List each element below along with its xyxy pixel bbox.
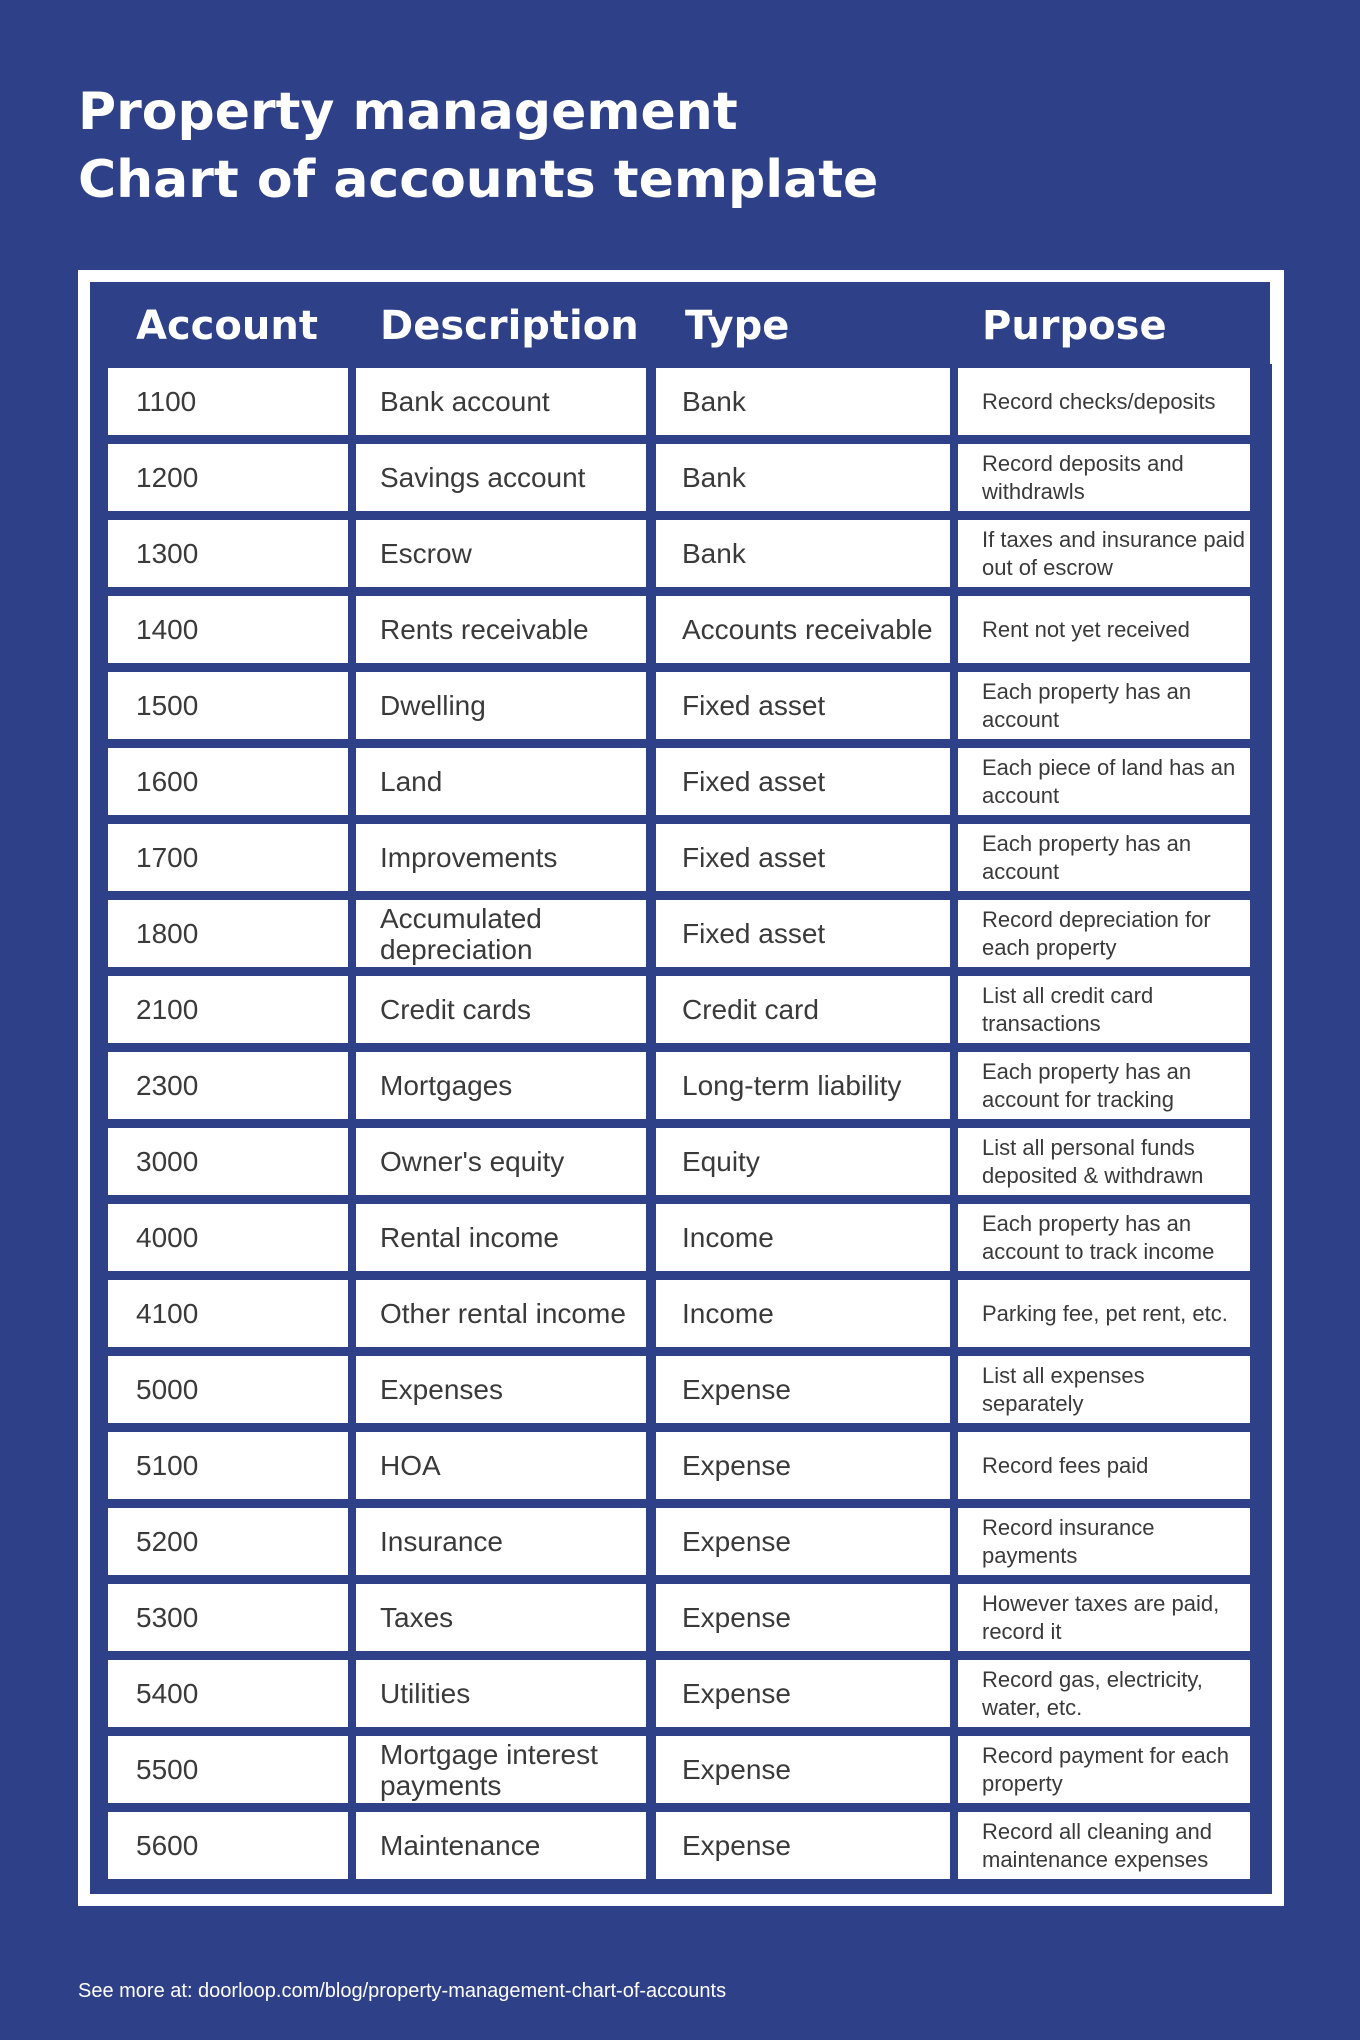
type-cell: Income (656, 1280, 950, 1347)
type-cell: Expense (656, 1736, 950, 1803)
account-number-cell: 5600 (108, 1812, 348, 1879)
page-title (78, 78, 878, 214)
description-cell: HOA (356, 1432, 646, 1499)
purpose-cell: Record deposits and withdrawls (958, 444, 1250, 511)
table-row (90, 444, 1272, 511)
type-cell: Fixed asset (656, 824, 950, 891)
description-cell: Taxes (356, 1584, 646, 1651)
description-cell: Expenses (356, 1356, 646, 1423)
table-row (90, 824, 1272, 891)
table-row (90, 596, 1272, 663)
table-row (90, 1128, 1272, 1195)
type-cell: Expense (656, 1508, 950, 1575)
type-cell: Bank (656, 444, 950, 511)
purpose-cell: Record insurance payments (958, 1508, 1250, 1575)
type-cell: Fixed asset (656, 672, 950, 739)
description-cell: Land (356, 748, 646, 815)
purpose-cell: List all credit card transactions (958, 976, 1250, 1043)
purpose-cell: List all personal funds deposited & withdrawn (958, 1128, 1250, 1195)
type-cell: Expense (656, 1584, 950, 1651)
description-cell: Utilities (356, 1660, 646, 1727)
type-cell: Income (656, 1204, 950, 1271)
table-row (90, 1812, 1272, 1879)
type-cell: Expense (656, 1432, 950, 1499)
type-cell: Equity (656, 1128, 950, 1195)
accounts-table-frame (78, 270, 1284, 1906)
purpose-cell: Each property has an account for tracking (958, 1052, 1250, 1119)
account-number-cell: 1700 (108, 824, 348, 891)
description-cell: Insurance (356, 1508, 646, 1575)
table-row (90, 1204, 1272, 1271)
account-number-cell: 5100 (108, 1432, 348, 1499)
purpose-cell: However taxes are paid, record it (958, 1584, 1250, 1651)
table-row (90, 1736, 1272, 1803)
purpose-cell: Record gas, electricity, water, etc. (958, 1660, 1250, 1727)
type-cell: Expense (656, 1660, 950, 1727)
description-cell: Credit cards (356, 976, 646, 1043)
table-row (90, 1432, 1272, 1499)
table-row (90, 1660, 1272, 1727)
account-number-cell: 1300 (108, 520, 348, 587)
type-cell: Fixed asset (656, 900, 950, 967)
description-cell: Other rental income (356, 1280, 646, 1347)
table-row (90, 368, 1272, 435)
purpose-cell: Each piece of land has an account (958, 748, 1250, 815)
account-number-cell: 5300 (108, 1584, 348, 1651)
table-row (90, 1584, 1272, 1651)
purpose-cell: Record checks/deposits (958, 368, 1250, 435)
table-row (90, 520, 1272, 587)
table-row (90, 1052, 1272, 1119)
description-cell: Accumulated depreciation (356, 900, 646, 967)
purpose-cell: Record payment for each property (958, 1736, 1250, 1803)
account-number-cell: 2100 (108, 976, 348, 1043)
source-footer: See more at: doorloop.com/blog/property-management-chart-of-accounts (78, 1980, 727, 2002)
type-cell: Credit card (656, 976, 950, 1043)
purpose-cell: Rent not yet received (958, 596, 1250, 663)
account-number-cell: 3000 (108, 1128, 348, 1195)
description-cell: Bank account (356, 368, 646, 435)
page-title-line-1: Property management (78, 82, 738, 142)
description-cell: Escrow (356, 520, 646, 587)
type-cell: Accounts receivable (656, 596, 950, 663)
table-row (90, 976, 1272, 1043)
purpose-cell: Record depreciation for each property (958, 900, 1250, 967)
description-cell: Savings account (356, 444, 646, 511)
type-cell: Bank (656, 520, 950, 587)
description-cell: Mortgage interest payments (356, 1736, 646, 1803)
account-number-cell: 5200 (108, 1508, 348, 1575)
account-number-cell: 2300 (108, 1052, 348, 1119)
table-row (90, 1280, 1272, 1347)
purpose-cell: If taxes and insurance paid out of escrow (958, 520, 1250, 587)
description-cell: Mortgages (356, 1052, 646, 1119)
header-account: Account (136, 303, 318, 349)
purpose-cell: Parking fee, pet rent, etc. (958, 1280, 1250, 1347)
account-number-cell: 1600 (108, 748, 348, 815)
type-cell: Expense (656, 1812, 950, 1879)
account-number-cell: 4000 (108, 1204, 348, 1271)
type-cell: Expense (656, 1356, 950, 1423)
description-cell: Rental income (356, 1204, 646, 1271)
table-row (90, 1356, 1272, 1423)
header-purpose: Purpose (982, 303, 1167, 349)
purpose-cell: Record all cleaning and maintenance expenses (958, 1812, 1250, 1879)
type-cell: Bank (656, 368, 950, 435)
description-cell: Dwelling (356, 672, 646, 739)
table-header (90, 282, 1272, 370)
purpose-cell: Record fees paid (958, 1432, 1250, 1499)
account-number-cell: 1400 (108, 596, 348, 663)
header-type: Type (685, 303, 790, 349)
header-description: Description (380, 303, 639, 349)
description-cell: Maintenance (356, 1812, 646, 1879)
table-row (90, 900, 1272, 967)
account-number-cell: 5500 (108, 1736, 348, 1803)
description-cell: Improvements (356, 824, 646, 891)
type-cell: Long-term liability (656, 1052, 950, 1119)
account-number-cell: 1100 (108, 368, 348, 435)
account-number-cell: 4100 (108, 1280, 348, 1347)
account-number-cell: 5400 (108, 1660, 348, 1727)
accounts-table (90, 282, 1272, 1894)
account-number-cell: 1500 (108, 672, 348, 739)
account-number-cell: 5000 (108, 1356, 348, 1423)
table-row (90, 748, 1272, 815)
table-row (90, 672, 1272, 739)
purpose-cell: Each property has an account to track income (958, 1204, 1250, 1271)
type-cell: Fixed asset (656, 748, 950, 815)
header-divider (1270, 282, 1274, 364)
purpose-cell: Each property has an account (958, 824, 1250, 891)
table-row (90, 1508, 1272, 1575)
purpose-cell: List all expenses separately (958, 1356, 1250, 1423)
description-cell: Rents receivable (356, 596, 646, 663)
account-number-cell: 1200 (108, 444, 348, 511)
account-number-cell: 1800 (108, 900, 348, 967)
description-cell: Owner's equity (356, 1128, 646, 1195)
page-title-line-2: Chart of accounts template (78, 150, 879, 210)
purpose-cell: Each property has an account (958, 672, 1250, 739)
